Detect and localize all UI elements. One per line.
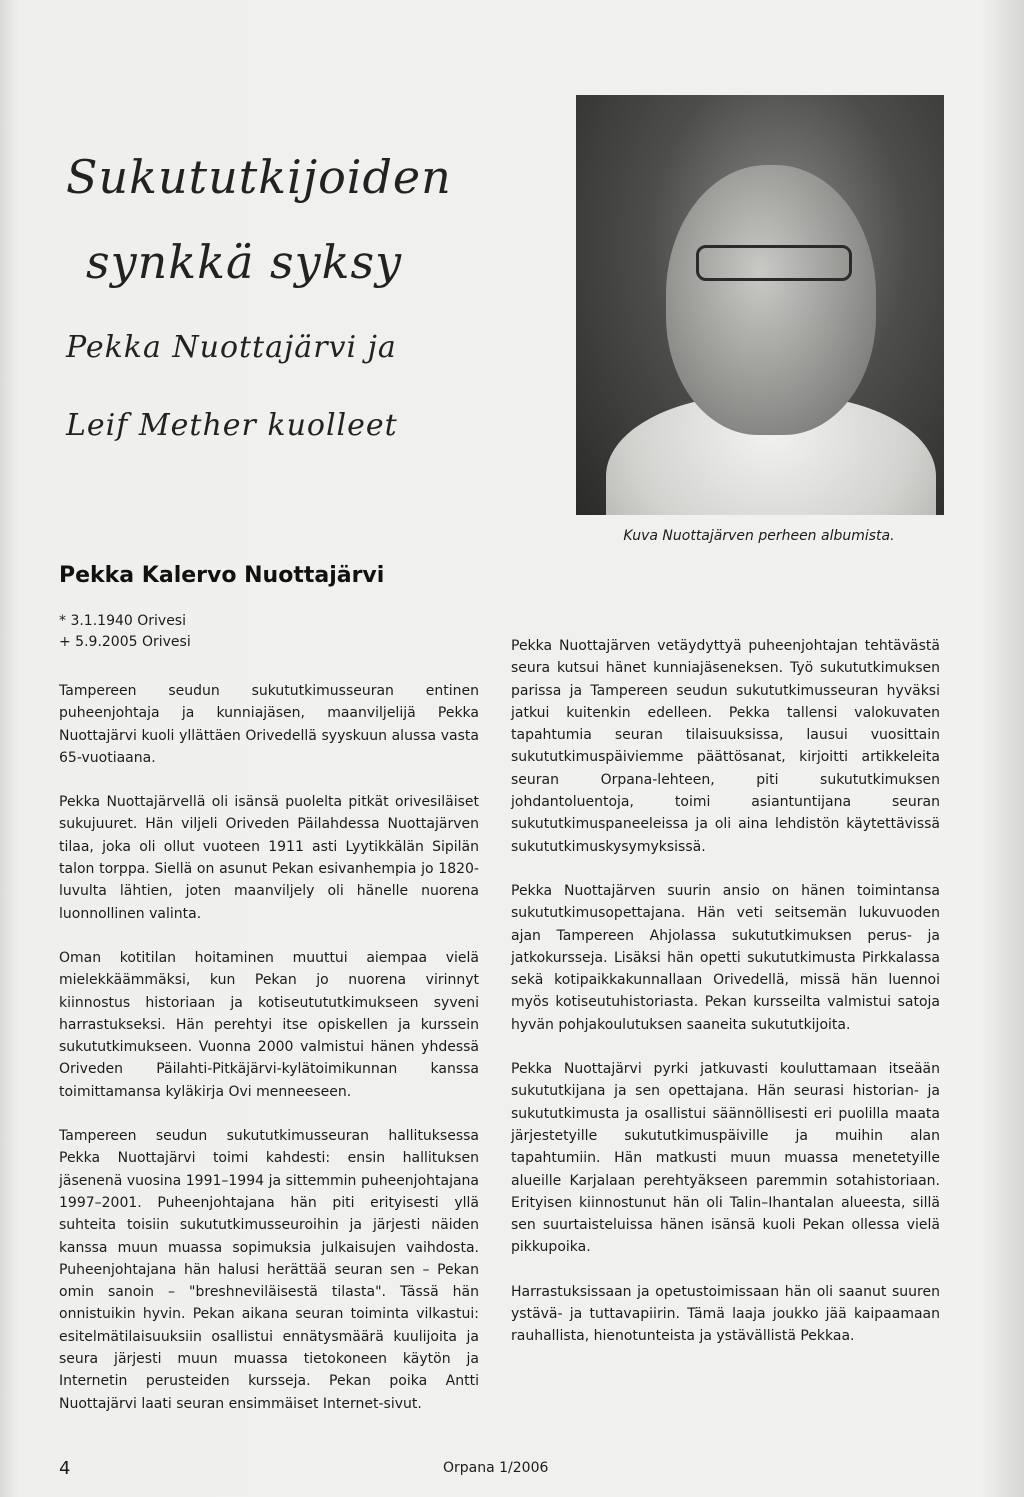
publication-footer: Orpana 1/2006 [443, 1460, 549, 1476]
photo-caption: Kuva Nuottajärven perheen albumista. [623, 528, 895, 544]
life-dates [59, 611, 191, 653]
photo-glasses [696, 245, 852, 281]
left-column [59, 680, 479, 1437]
subtitle-line-1: Pekka Nuottajärvi ja [66, 330, 397, 365]
article-heading: Pekka Kalervo Nuottajärvi [59, 563, 385, 588]
left-paragraph-4: Tampereen seudun sukututkimusseuran hallituksessa Pekka Nuottajärvi toimi kahdesti: ensin hallituksen jäsenenä vuosina 1991–1994 ja sittemmin puheenjohtajana 1997–2001. Puheenjohtajana hän piti erityisesti yllä suhteita toisiin sukututkimusseuroihin ja järjesti näiden kanssa muun muassa sopimuksia julkaisujen vaihdosta. Puheenjohtajana hän halusi herättää seuran sen – Pekan omin sanoin – "breshneviläisestä tilasta". Tässä hän onnistuikin hyvin. Pekan aikana seuran toiminta vilkastui: esitelmätilaisuuksiin osallistui ennätysmäärä kuulijoita ja seura järjesti muun muassa tietokoneen käytön ja Internetin perusteiden kursseja. Pekan poika Antti Nuottajärvi laati seuran ensimmäiset Internet-sivut. [59, 1128, 479, 1412]
left-paragraph-3: Oman kotitilan hoitaminen muuttui aiempaa vielä mielekkäämmäksi, kun Pekan jo nuorena virinnyt kiinnostus historiaan ja kotiseutututkimukseen syveni harrastukseksi. Hän perehtyi itse opiskellen ja kurssein sukututkimukseen. Vuonna 2000 valmistui hänen yhdessä Oriveden Päilahti-Pitkäjärvi-kylätoimikunnan kanssa toimittamansa kyläkirja Ovi menneeseen. [59, 949, 479, 1100]
portrait-photo [576, 95, 944, 515]
birth-date: * 3.1.1940 Orivesi [59, 613, 186, 629]
left-paragraph-1: Tampereen seudun sukututkimusseuran entinen puheenjohtaja ja kunniajäsen, maanviljelijä Pekka Nuottajärvi kuoli yllättäen Orivedellä syyskuun alussa vasta 65-vuotiaana. [59, 683, 479, 766]
death-date: + 5.9.2005 Orivesi [59, 634, 191, 650]
page-number: 4 [59, 1458, 71, 1479]
left-paragraph-2: Pekka Nuottajärvellä oli isänsä puolelta pitkät orivesiläiset sukujuuret. Hän viljeli Oriveden Päilahdessa Nuottajärven tilaa, joka oli ollut vuoteen 1911 asti Lyytikkälän Sipilän talon torppa. Siellä on asunut Pekan esivanhempia jo 1820-luvulta lähtien, joten maanviljely oli hänelle nuorena luonnollinen valinta. [59, 794, 479, 922]
right-paragraph-2: Pekka Nuottajärven suurin ansio on hänen toimintansa sukututkimusopettajana. Hän veti seitsemän lukuvuoden ajan Tampereen Ahjolassa sukututkimuksen perus- ja jatkokursseja. Lisäksi hän opetti sukututkimusta Pirkkalassa sekä kotipaikkakunnallaan Orivedellä, missä hän luennoi myös kotiseutuhistoriasta. Pekan kursseilta valmistui satoja hyvän pohjakoulutuksen saaneita sukututkijoita. [511, 882, 940, 1033]
title-line-1: Sukututkijoiden [66, 150, 452, 204]
right-paragraph-4: Harrastuksissaan ja opetustoimissaan hän oli saanut suuren ystävä- ja tuttavapiirin. Tämä laaja joukko jää kaipaamaan rauhallista, hienotunteista ja ystävällistä Pekkaa. [511, 1283, 940, 1345]
right-paragraph-1: Pekka Nuottajärven vetäydyttyä puheenjohtajan tehtävästä seura kutsui hänet kunniajäseneksen. Työ sukututkimuksen parissa ja Tampereen seudun sukututkimusseuran hyväksi jatkui kuitenkin edelleen. Pekka tallensi valokuvaten tapahtumia seuran tilaisuuksissa, lausui vuosittain sukututkimuspäiviemme päättösanat, kirjoitti artikkeleita seuran Orpana-lehteen, piti sukututkimuksen johdantoluentoja, toimi asiantuntijana seuran sukututkimuspaneeleissa ja oli aina lehdistön käytettävissä sukututkimuskysymyksissä. [511, 638, 940, 855]
subtitle-line-2: Leif Mether kuolleet [66, 408, 398, 443]
photo-face [666, 165, 876, 435]
right-paragraph-3: Pekka Nuottajärvi pyrki jatkuvasti kouluttamaan itseään sukututkijana ja sen opettajana. Hän seurasi historian- ja sukututkimusta ja osallistui säännöllisesti eri puolilla maata järjestetyille sukututkimuspäiville ja muihin alan tapahtumiin. Hän matkusti muun muassa menetetyille alueille Karjalaan perehtyäkseen paremmin sotahistoriaan. Erityisen kiinnostunut hän oli Talin–Ihantalan alueesta, sillä sen suurtaisteluissa hänen isänsä kuoli Pekan ollessa vielä pikkupoika. [511, 1061, 940, 1256]
right-column [511, 635, 940, 1370]
title-line-2: synkkä syksy [86, 235, 403, 289]
